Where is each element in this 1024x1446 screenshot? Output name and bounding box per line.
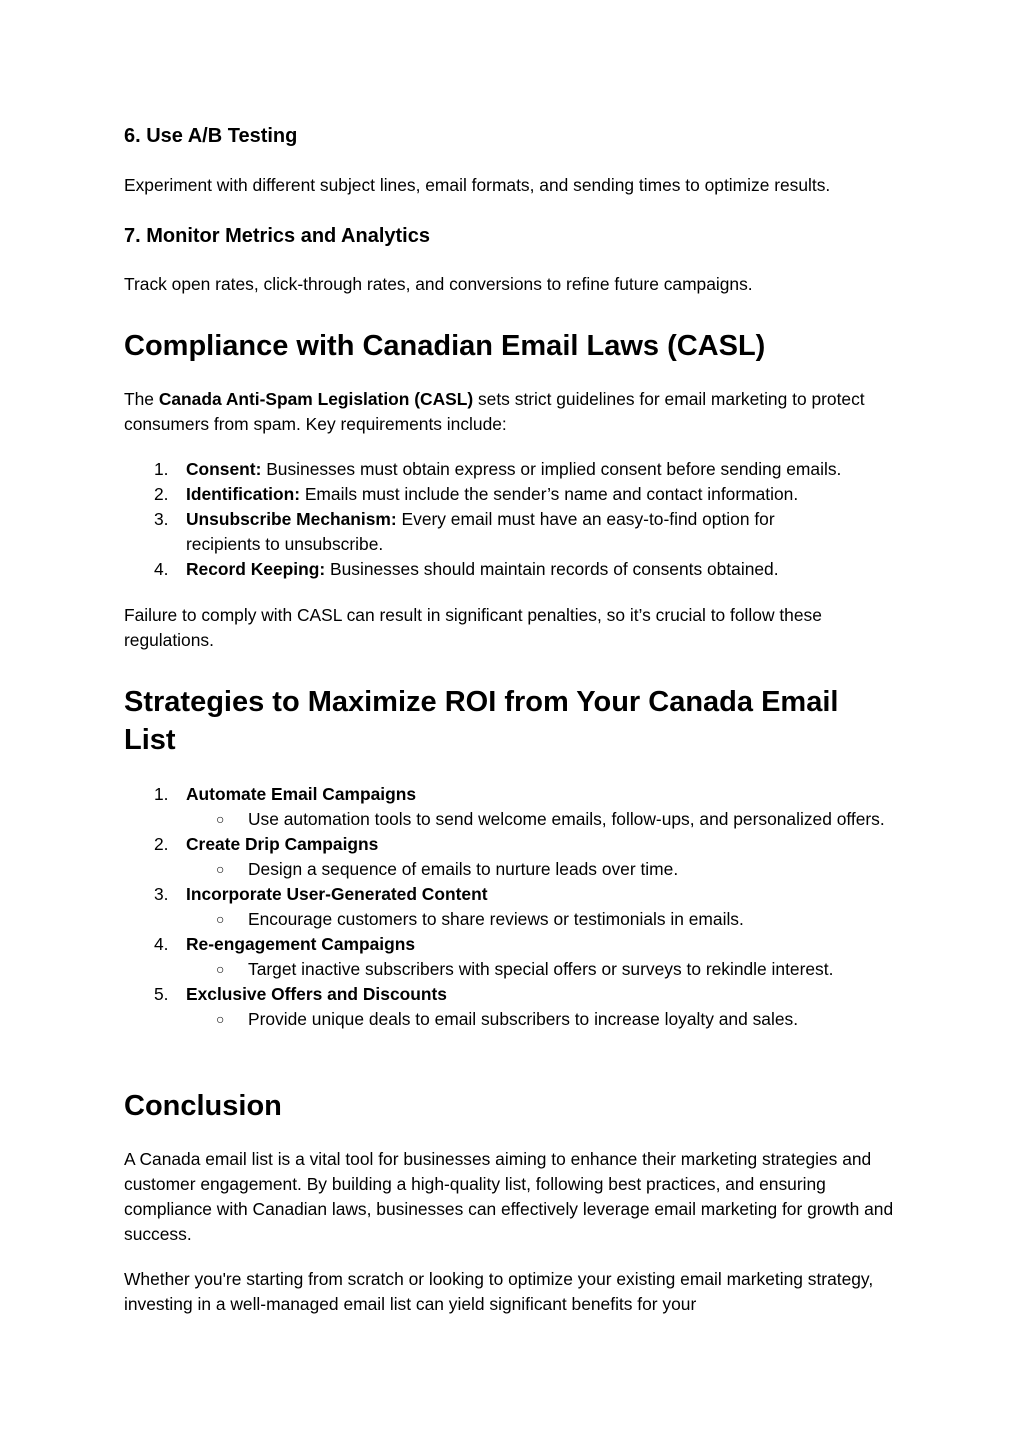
list-number: 1. — [154, 784, 169, 804]
circle-bullet-icon: ○ — [216, 1011, 225, 1027]
circle-bullet-icon: ○ — [216, 961, 225, 977]
paragraph-casl-closing: Failure to comply with CASL can result in significant penalties, so it’s crucial to follow these regulations. — [124, 605, 822, 650]
paragraph-ab-testing: Experiment with different subject lines, email formats, and sending times to optimize results. — [124, 175, 831, 195]
list-title: Automate Email Campaigns — [186, 784, 416, 804]
list-item — [124, 982, 914, 1032]
list-item — [124, 557, 914, 582]
paragraph-conclusion-1: A Canada email list is a vital tool for businesses aiming to enhance their marketing strategies and customer engagement. By building a high-quality list, following best practices, and ensuring compliance with Canadian laws, businesses can effectively leverage email marketing for growth and success. — [124, 1149, 894, 1244]
list-term: Record Keeping: — [186, 559, 326, 579]
list-number: 1. — [154, 459, 169, 479]
list-number: 2. — [154, 834, 169, 854]
sub-list-text: Target inactive subscribers with special offers or surveys to rekindle interest. — [248, 959, 834, 979]
list-text: Every email must have an easy-to-find option for recipients to unsubscribe. — [186, 509, 775, 554]
casl-intro-bold: Canada Anti-Spam Legislation (CASL) — [158, 389, 474, 409]
casl-intro-prefix: The — [124, 389, 159, 409]
list-number: 3. — [154, 884, 169, 904]
list-item — [124, 932, 914, 982]
list-term: Unsubscribe Mechanism: — [186, 509, 397, 529]
list-item — [124, 507, 826, 557]
list-item — [124, 457, 914, 482]
sub-list — [186, 957, 914, 982]
list-item — [124, 832, 914, 882]
list-number: 5. — [154, 984, 169, 1004]
heading-casl: Compliance with Canadian Email Laws (CASL) — [124, 330, 766, 362]
heading-roi-strategies: Strategies to Maximize ROI from Your Canada Email List — [124, 686, 839, 756]
sub-list — [186, 857, 914, 882]
sub-list-item — [186, 1007, 908, 1032]
circle-bullet-icon: ○ — [216, 811, 225, 827]
roi-strategies-list — [124, 782, 914, 1032]
sub-list-item — [186, 807, 908, 832]
heading-monitor-metrics: 7. Monitor Metrics and Analytics — [124, 225, 430, 247]
list-title: Re-engagement Campaigns — [186, 934, 416, 954]
list-item — [124, 482, 914, 507]
sub-list-item — [186, 857, 908, 882]
sub-list — [186, 1007, 914, 1032]
casl-requirements-list — [124, 457, 914, 582]
list-item — [124, 782, 914, 832]
paragraph-monitor-metrics: Track open rates, click-through rates, and conversions to refine future campaigns. — [124, 274, 753, 294]
sub-list-text: Use automation tools to send welcome emails, follow-ups, and personalized offers. — [248, 809, 885, 829]
heading-conclusion: Conclusion — [124, 1090, 282, 1122]
sub-list-item — [186, 957, 908, 982]
list-number: 4. — [154, 559, 169, 579]
circle-bullet-icon: ○ — [216, 911, 225, 927]
list-text: Businesses must obtain express or implied consent before sending emails. — [261, 459, 842, 479]
list-number: 4. — [154, 934, 169, 954]
sub-list — [186, 807, 914, 832]
paragraph-conclusion-2: Whether you're starting from scratch or looking to optimize your existing email marketing strategy, investing in a well-managed email list can yield significant benefits for your — [124, 1269, 874, 1314]
circle-bullet-icon: ○ — [216, 861, 225, 877]
list-item — [124, 882, 914, 932]
list-term: Consent: — [186, 459, 262, 479]
list-term: Identification: — [186, 484, 300, 504]
sub-list-text: Provide unique deals to email subscribers to increase loyalty and sales. — [248, 1009, 799, 1029]
list-title: Incorporate User-Generated Content — [186, 884, 488, 904]
list-number: 3. — [154, 509, 169, 529]
list-title: Exclusive Offers and Discounts — [186, 984, 447, 1004]
sub-list — [186, 907, 914, 932]
list-text: Businesses should maintain records of consents obtained. — [325, 559, 779, 579]
list-title: Create Drip Campaigns — [186, 834, 379, 854]
sub-list-text: Design a sequence of emails to nurture leads over time. — [248, 859, 679, 879]
list-text: Emails must include the sender’s name and contact information. — [300, 484, 799, 504]
casl-intro-suffix: sets strict guidelines for email marketing to protect consumers from spam. Key requirements include: — [124, 389, 865, 434]
sub-list-item — [186, 907, 908, 932]
heading-ab-testing: 6. Use A/B Testing — [124, 125, 298, 147]
paragraph-casl-intro — [124, 387, 904, 437]
sub-list-text: Encourage customers to share reviews or testimonials in emails. — [248, 909, 744, 929]
list-number: 2. — [154, 484, 169, 504]
